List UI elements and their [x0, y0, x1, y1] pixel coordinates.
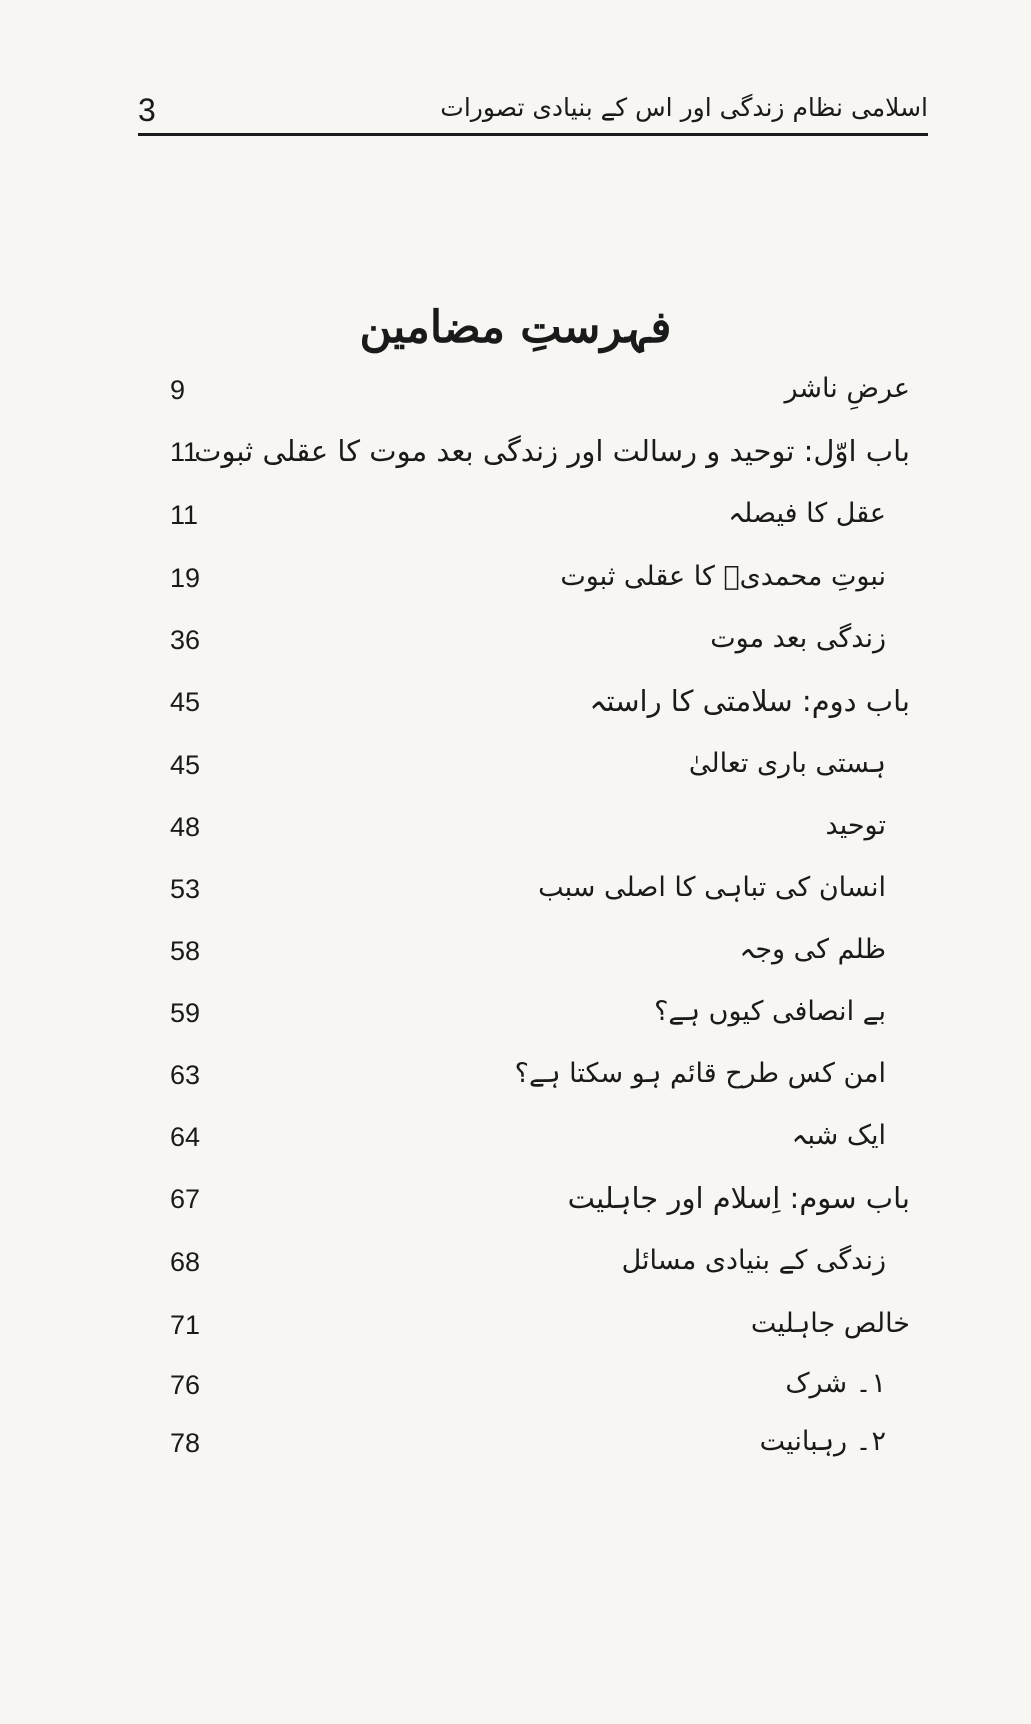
toc-entry[interactable] — [170, 1115, 910, 1159]
toc-entry[interactable] — [170, 1363, 910, 1407]
toc-entry[interactable] — [170, 867, 910, 911]
toc-entry-title: ۲۔ رہبانیت — [759, 1426, 886, 1457]
toc-heading: فہرستِ مضامین — [359, 302, 672, 353]
toc-entry-page: 76 — [170, 1370, 201, 1400]
toc-entry[interactable] — [170, 1421, 910, 1465]
toc-entry-page: 45 — [170, 750, 201, 780]
toc-entry[interactable] — [170, 1053, 910, 1097]
toc-entry-title: باب اوّل: توحید و رسالت اور زندگی بعد موت کا عقلی ثبوت — [194, 434, 910, 468]
toc-entry[interactable] — [170, 368, 910, 412]
header-page-number: 3 — [138, 92, 156, 128]
toc-entry-page: 58 — [170, 936, 201, 966]
toc-entry[interactable] — [170, 991, 910, 1035]
toc-entry-page: 19 — [170, 563, 201, 593]
toc-entry-title: نبوتِ محمدیؐ کا عقلی ثبوت — [560, 561, 886, 592]
toc-entry-title: بے انصافی کیوں ہے؟ — [654, 996, 886, 1027]
toc-entry-title: توحید — [825, 810, 886, 841]
toc-entry-title: عرضِ ناشر — [784, 373, 910, 404]
toc-entry[interactable] — [170, 743, 910, 787]
toc-entry-title: زندگی کے بنیادی مسائل — [621, 1245, 886, 1276]
toc-entry-page: 36 — [170, 625, 201, 655]
toc-entry[interactable] — [170, 493, 910, 537]
toc-entry-title: عقل کا فیصلہ — [728, 498, 886, 529]
toc-entry-page: 59 — [170, 998, 201, 1028]
toc-entry-page: 48 — [170, 812, 201, 842]
toc-entry[interactable] — [170, 618, 910, 662]
toc-entry-page: 68 — [170, 1247, 201, 1277]
toc-entry-page: 67 — [170, 1184, 201, 1214]
toc-entry-page: 45 — [170, 687, 201, 717]
toc-entry-title: ایک شبہ — [791, 1120, 886, 1151]
toc-entry-title: انسان کی تباہی کا اصلی سبب — [538, 872, 886, 903]
toc-entry-page: 11 — [170, 500, 199, 530]
toc-entry[interactable] — [170, 1303, 910, 1347]
toc-entry[interactable] — [170, 805, 910, 849]
toc-entry-title: امن کس طرح قائم ہو سکتا ہے؟ — [514, 1058, 886, 1089]
toc-entry-title: ۱۔ شرک — [785, 1368, 886, 1399]
toc-entry-page: 64 — [170, 1122, 201, 1152]
toc-entry[interactable] — [170, 556, 910, 600]
toc-entry-title: باب دوم: سلامتی کا راستہ — [589, 684, 910, 718]
toc-entry[interactable] — [170, 1240, 910, 1284]
toc-entry-title: خالص جاہلیت — [750, 1308, 910, 1339]
toc-entry[interactable] — [170, 929, 910, 973]
toc-entry-title: ہستی باری تعالیٰ — [688, 748, 886, 779]
toc-entry-page: 11 — [170, 437, 199, 467]
header-book-title: اسلامی نظام زندگی اور اس کے بنیادی تصورات — [440, 93, 928, 122]
toc-entry-page: 63 — [170, 1060, 201, 1090]
toc-entry[interactable] — [170, 430, 910, 474]
toc-entry-title: باب سوم: اِسلام اور جاہلیت — [567, 1181, 910, 1215]
toc-entry-page: 71 — [170, 1310, 201, 1340]
toc-entry-page: 9 — [170, 375, 186, 405]
toc-entry[interactable] — [170, 680, 910, 724]
toc-entry-title: ظلم کی وجہ — [739, 934, 886, 965]
toc-entry[interactable] — [170, 1177, 910, 1221]
toc-entry-page: 78 — [170, 1428, 201, 1458]
toc-entry-title: زندگی بعد موت — [710, 623, 886, 654]
toc-entry-page: 53 — [170, 874, 201, 904]
